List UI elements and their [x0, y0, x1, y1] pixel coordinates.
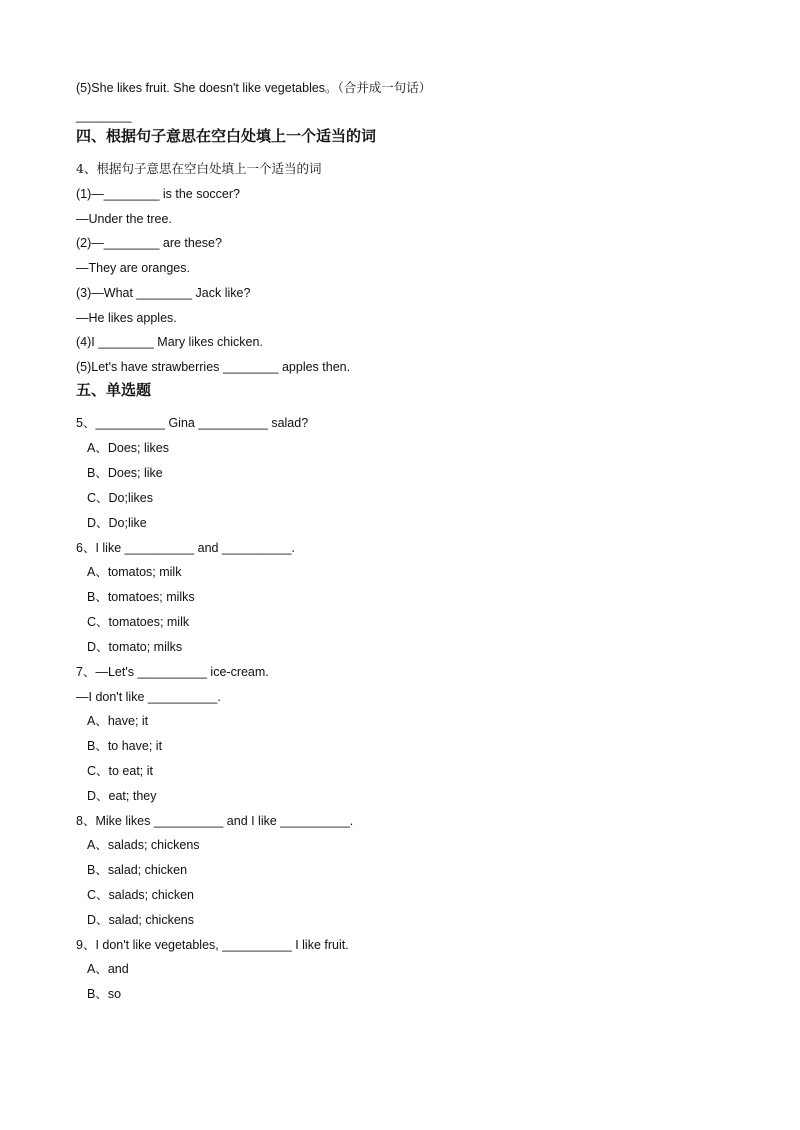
- answer-option: D、tomato; milks: [87, 640, 183, 654]
- question-stem: 7、—Let's __________ ice-cream.: [76, 665, 269, 679]
- fill-line: (3)—What ________ Jack like?: [76, 286, 251, 300]
- fill-line: (5)Let's have strawberries ________ apples then.: [76, 360, 351, 374]
- answer-option: C、to eat; it: [87, 764, 153, 778]
- question-stem: 6、I like __________ and __________.: [76, 541, 295, 555]
- answer-option: A、Does; likes: [87, 441, 169, 455]
- fill-line: (1)—________ is the soccer?: [76, 187, 240, 201]
- section-heading: 四、根据句子意思在空白处填上一个适当的词: [76, 128, 377, 145]
- answer-option: B、salad; chicken: [87, 863, 188, 877]
- answer-blank: ________: [76, 109, 132, 123]
- answer-option: C、Do;likes: [87, 491, 153, 505]
- answer-option: B、so: [87, 987, 122, 1001]
- question-stem: 9、I don't like vegetables, __________ I like fruit.: [76, 938, 349, 952]
- question-stem: —I don't like __________.: [76, 690, 221, 704]
- fill-line: (2)—________ are these?: [76, 236, 222, 250]
- answer-option: A、salads; chickens: [87, 838, 200, 852]
- answer-option: D、eat; they: [87, 789, 157, 803]
- answer-option: A、have; it: [87, 714, 149, 728]
- answer-option: C、salads; chicken: [87, 888, 194, 902]
- question-stem: 8、Mike likes __________ and I like __________.: [76, 814, 354, 828]
- answer-option: C、tomatoes; milk: [87, 615, 190, 629]
- fill-line: —Under the tree.: [76, 212, 172, 226]
- answer-option: D、salad; chickens: [87, 913, 194, 927]
- answer-option: A、and: [87, 962, 129, 976]
- question-text: (5)She likes fruit. She doesn't like vegetables。（合并成一句话）: [76, 81, 432, 95]
- fill-line: —They are oranges.: [76, 261, 190, 275]
- question-stem: 5、__________ Gina __________ salad?: [76, 416, 309, 430]
- answer-option: A、tomatos; milk: [87, 565, 182, 579]
- answer-option: B、Does; like: [87, 466, 163, 480]
- fill-line: (4)I ________ Mary likes chicken.: [76, 335, 263, 349]
- answer-option: D、Do;like: [87, 516, 147, 530]
- answer-option: B、tomatoes; milks: [87, 590, 195, 604]
- answer-option: B、to have; it: [87, 739, 163, 753]
- question-intro: 4、根据句子意思在空白处填上一个适当的词: [76, 161, 322, 176]
- fill-line: —He likes apples.: [76, 311, 177, 325]
- section-heading: 五、单选题: [76, 382, 152, 399]
